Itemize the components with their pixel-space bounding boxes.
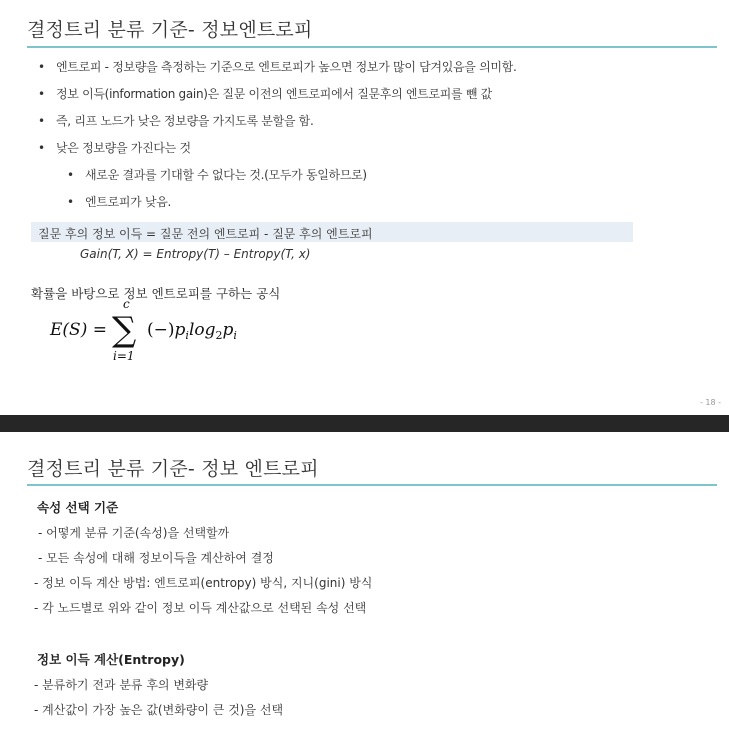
title-underline [27,484,717,486]
formula-sign: (−) [147,320,175,340]
section-heading: 속성 선택 기준 [37,500,119,515]
formula-lhs: E(S) = [50,320,107,340]
formula-log-base: 2 [215,329,223,342]
bullet-item: • 낮은 정보량을 가진다는 것 [38,141,517,168]
text-line: - 어떻게 분류 기준(속성)을 선택할까 [38,526,230,540]
sub-bullet-item: • 새로운 결과를 기대할 수 없다는 것.(모두가 동일하므로) [67,168,517,195]
formula-term [147,320,237,342]
sub-bullet-item: • 엔트로피가 낮음. [67,195,517,222]
sum-upper-limit: c [123,297,130,311]
slide-attribute-selection [0,432,729,731]
section-heading: 정보 이득 계산(Entropy) [37,652,185,667]
text-line: - 계산값이 가장 높은 값(변화량이 큰 것)을 선택 [34,703,284,717]
title-underline [27,46,717,48]
text-line: - 모든 속성에 대해 정보이득을 계산하여 결정 [38,551,274,565]
slide-separator [0,415,729,432]
bullet-item: • 즉, 리프 노드가 낮은 정보량을 가지도록 분할을 함. [38,114,517,141]
text-line: - 분류하기 전과 분류 후의 변화량 [34,678,209,692]
text-line: - 정보 이득 계산 방법: 엔트로피(entropy) 방식, 지니(gini) 방식 [34,576,373,590]
summation-sign: ∑ [112,310,137,350]
formula-p-subscript: i [185,329,189,342]
bullet-item: • 엔트로피 - 정보량을 측정하는 기준으로 엔트로피가 높으면 정보가 많이 담겨있음을 의미함. [38,60,517,87]
gain-formula: Gain(T, X) = Entropy(T) – Entropy(T, x) [80,247,311,261]
entropy-formula [40,296,280,368]
sum-lower-limit: i=1 [113,349,135,363]
page-number: - 18 - [699,398,721,407]
slide-title: 결정트리 분류 기준- 정보 엔트로피 [27,458,319,480]
formula-p: p [222,320,234,340]
formula-p-subscript: i [233,329,237,342]
formula-p: p [174,320,186,340]
slide-title: 결정트리 분류 기준- 정보엔트로피 [27,19,313,41]
bullet-list [38,60,517,222]
entropy-formula-caption: 확률을 바탕으로 정보 엔트로피를 구하는 공식 [31,286,281,301]
bullet-item: • 정보 이득(information gain)은 질문 이전의 엔트로피에서 질문후의 엔트로피를 뺀 값 [38,87,517,114]
formula-log: log [188,320,216,340]
info-gain-definition: 질문 후의 정보 이득 = 질문 전의 엔트로피 - 질문 후의 엔트로피 [38,227,373,241]
text-line: - 각 노드별로 위와 같이 정보 이득 계산값으로 선택된 속성 선택 [34,601,367,615]
